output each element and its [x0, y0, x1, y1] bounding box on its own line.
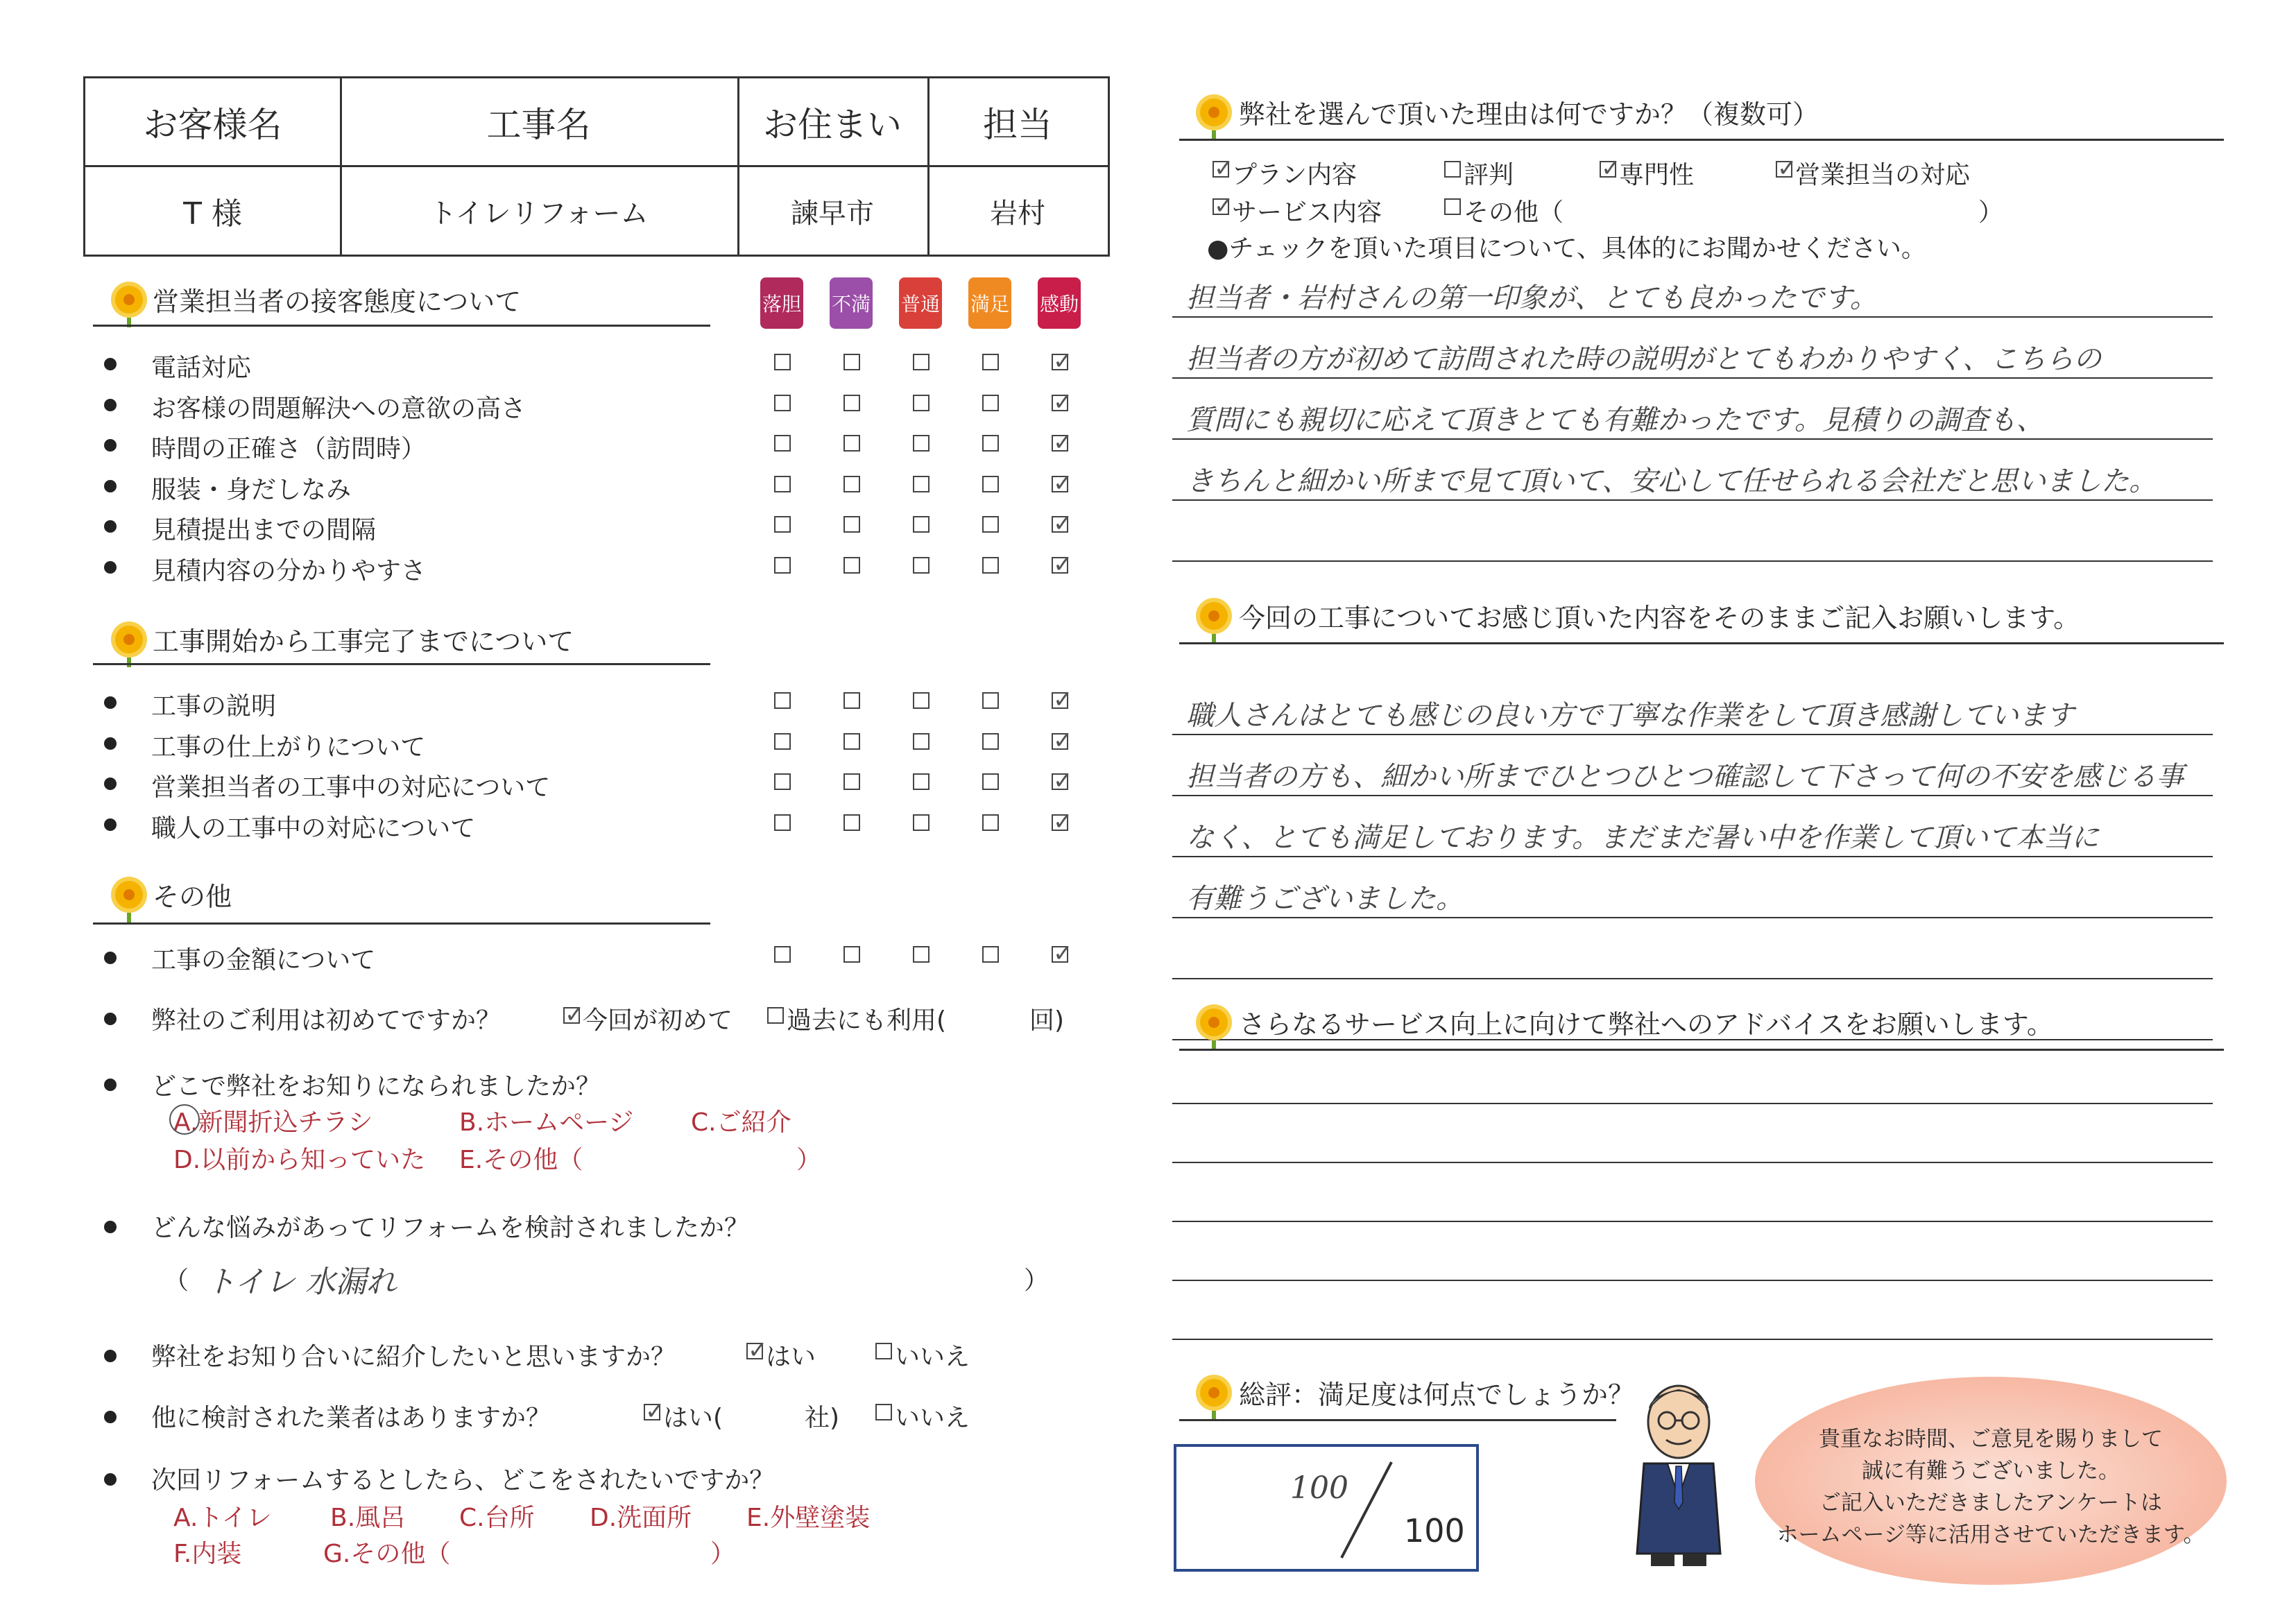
rating-checkbox[interactable] [982, 476, 999, 492]
rating-checkbox[interactable] [982, 773, 999, 790]
reason-reputation-label: 評判 [1464, 161, 1514, 189]
rating-checkbox[interactable] [913, 557, 929, 574]
handwritten-line: きちんと細かい所まで見て頂いて、安心して任せられる会社だと思いました。 [1186, 465, 2157, 497]
past-use-count-suffix: 回) [1029, 1006, 1065, 1035]
refer-no-checkbox[interactable] [875, 1343, 892, 1359]
refer-no-label: いいえ [895, 1343, 970, 1371]
next-option-b: B.風呂 [330, 1504, 406, 1532]
worry-open-paren: （ [164, 1266, 189, 1295]
check-mark-icon: ✓ [1214, 155, 1234, 182]
rating-checkbox[interactable] [774, 435, 791, 452]
rating-checkbox[interactable] [982, 733, 999, 750]
handwritten-line: 担当者の方が初めて訪問された時の説明がとてもわかりやすく、こちらの [1186, 343, 2102, 375]
next-option-a: A.トイレ [173, 1504, 272, 1532]
refer-yes-label: はい [766, 1343, 816, 1371]
question-other-vendors: 他に検討された業者はありますか？ [151, 1404, 551, 1432]
thanks-line: 誠に有難うございました。 [1862, 1459, 2120, 1484]
section-divider [93, 325, 710, 327]
survey-item-label: 見積提出までの間隔 [151, 516, 377, 544]
rating-checkbox[interactable] [843, 354, 860, 370]
bullet [104, 399, 117, 411]
handwritten-line: 担当者・岩村さんの第一印象が、とても良かったです。 [1186, 282, 1878, 314]
rating-checkbox[interactable] [843, 733, 860, 750]
rating-checkbox[interactable] [843, 946, 860, 963]
flower-icon [115, 881, 143, 909]
check-mark-icon: ✓ [1053, 686, 1073, 714]
bullet [104, 480, 117, 492]
other-no-checkbox[interactable] [875, 1404, 892, 1420]
ruled-line [1172, 917, 2213, 918]
header-work-name: 工事名 [486, 104, 591, 145]
other-count-suffix: 社) [805, 1404, 840, 1432]
ruled-line [1172, 978, 2213, 979]
survey-item-label: 職人の工事中の対応について [151, 814, 476, 843]
section-divider [93, 922, 710, 925]
ruled-line [1172, 795, 2213, 796]
rating-checkbox[interactable] [982, 692, 999, 709]
ruled-line [1172, 1339, 2213, 1340]
rating-checkbox[interactable] [774, 557, 791, 574]
reason-other-label: その他（ [1464, 198, 1564, 227]
handwritten-line: 質問にも親切に応えて頂きとても有難かったです。見積りの調査も、 [1186, 404, 2044, 436]
worry-close-paren: ） [1024, 1266, 1050, 1295]
rating-checkbox[interactable] [774, 773, 791, 790]
score-max: 100 [1404, 1512, 1465, 1549]
score-box [1174, 1444, 1479, 1572]
section-divider [1179, 1419, 1616, 1421]
rating-label-disappointed: 落胆 [760, 277, 803, 329]
thanks-line: 貴重なお時間、ご意見を賜りまして [1819, 1427, 2163, 1452]
rating-checkbox[interactable] [913, 733, 929, 750]
survey-item-label: 服装・身だしなみ [151, 475, 352, 504]
thanks-bubble [1755, 1377, 2227, 1585]
value-work-name: トイレリフォーム [429, 197, 649, 230]
question-source: どこで弊社をお知りになられましたか？ [151, 1072, 601, 1101]
ruled-line [1172, 1280, 2213, 1281]
survey-item-label: 営業担当者の工事中の対応について [151, 773, 551, 802]
flower-icon [1200, 98, 1228, 126]
survey-item-label: 見積内容の分かりやすさ [151, 556, 427, 585]
rating-checkbox[interactable] [774, 692, 791, 709]
next-option-c: C.台所 [459, 1504, 535, 1532]
score-value: 100 [1290, 1470, 1348, 1506]
ruled-line [1172, 1221, 2213, 1222]
rating-label-satisfied: 満足 [968, 277, 1011, 329]
rating-checkbox[interactable] [982, 814, 999, 831]
bullet [104, 1411, 117, 1423]
rating-checkbox[interactable] [774, 354, 791, 370]
section-title: 営業担当者の接客態度について [153, 286, 522, 317]
next-option-g-close: ） [710, 1540, 736, 1568]
check-mark-icon: ✓ [1053, 388, 1073, 416]
thanks-line: ホームページ等に活用させていただきます。 [1776, 1522, 2205, 1547]
survey-item-label: 工事の仕上がりについて [151, 732, 426, 762]
reason-reputation-checkbox[interactable] [1444, 161, 1461, 178]
bullet [104, 520, 117, 533]
past-use-option: 過去にも利用( [787, 1006, 947, 1035]
question-worry: どんな悩みがあってリフォームを検討されましたか？ [151, 1214, 749, 1242]
bullet [104, 561, 117, 574]
survey-item-label: 工事の説明 [151, 692, 277, 721]
check-mark-icon: ✓ [1053, 510, 1073, 538]
flower-icon [1200, 602, 1228, 630]
reason-sales-label: 営業担当の対応 [1795, 161, 1971, 189]
check-mark-icon: ✓ [1053, 550, 1073, 578]
rating-label-dissatisfied: 不満 [830, 277, 873, 329]
bullet [104, 696, 117, 709]
section-title: その他 [153, 882, 232, 912]
rating-checkbox[interactable] [982, 557, 999, 574]
flower-stem-icon [127, 658, 131, 667]
rating-checkbox[interactable] [774, 476, 791, 492]
ruled-line [1172, 377, 2213, 379]
check-mark-icon: ✓ [1053, 429, 1073, 456]
reason-service-label: サービス内容 [1232, 198, 1382, 227]
bullet [104, 358, 117, 370]
ruled-line [1172, 734, 2213, 735]
source-option-b: B.ホームページ [459, 1108, 634, 1137]
check-mark-icon: ✓ [1053, 807, 1073, 836]
reason-expertise-label: 専門性 [1619, 161, 1695, 189]
rating-label-normal: 普通 [899, 277, 942, 329]
bullet [104, 818, 117, 831]
mascot-illustration [1623, 1380, 1734, 1571]
rating-checkbox[interactable] [774, 946, 791, 963]
ruled-line [1172, 560, 2213, 562]
value-staff: 岩村 [990, 197, 1045, 230]
worry-answer: トイレ 水漏れ [205, 1264, 397, 1300]
handwritten-line: 職人さんはとても感じの良い方で丁寧な作業をして頂き感謝しています [1186, 700, 2074, 732]
ruled-line [1172, 1103, 2213, 1104]
value-residence: 諫早市 [791, 197, 874, 230]
section-divider [1179, 642, 2224, 644]
rating-checkbox[interactable] [843, 773, 860, 790]
handwritten-line: なく、とても満足しております。まだまだ暑い中を作業して頂いて本当に [1186, 822, 2099, 854]
handwritten-line: 担当者の方も、細かい所までひとつひとつ確認して下さって何の不安を感じる事 [1186, 761, 2184, 793]
flower-icon [115, 626, 143, 653]
rating-checkbox[interactable] [843, 557, 860, 574]
rating-checkbox[interactable] [774, 395, 791, 411]
reason-plan-label: プラン内容 [1232, 161, 1357, 189]
check-mark-icon: ✓ [1053, 469, 1073, 497]
check-mark-icon: ✓ [645, 1398, 665, 1425]
bullet [104, 952, 117, 964]
rating-checkbox[interactable] [774, 516, 791, 533]
section-divider [1179, 139, 2224, 141]
flower-stem-icon [127, 913, 131, 922]
bullet [104, 1221, 117, 1233]
question-first-use: 弊社のご利用は初めてですか？ [151, 1006, 502, 1035]
rating-label-impressed: 感動 [1038, 277, 1081, 329]
ruled-line [1172, 316, 2213, 318]
bullet [104, 1473, 117, 1486]
bullet [104, 737, 117, 750]
rating-checkbox[interactable] [913, 476, 929, 492]
rating-checkbox[interactable] [982, 516, 999, 533]
rating-checkbox[interactable] [843, 814, 860, 831]
other-no-label: いいえ [895, 1404, 970, 1432]
check-mark-icon: ✓ [1053, 767, 1073, 795]
check-mark-icon: ✓ [1053, 940, 1073, 968]
check-mark-icon: ✓ [1601, 155, 1621, 182]
section-title: 工事開始から工事完了までについて [153, 626, 574, 657]
ruled-line [1172, 1162, 2213, 1163]
section-divider [1179, 1049, 2224, 1051]
rating-checkbox[interactable] [913, 773, 929, 790]
reason-other-checkbox[interactable] [1444, 198, 1461, 215]
bullet [104, 439, 117, 452]
source-option-e: E.その他（ [459, 1146, 583, 1174]
ruled-line [1172, 499, 2213, 501]
survey-item-label: お客様の問題解決への意欲の高さ [151, 394, 526, 423]
section-title: 今回の工事についてお感じ頂いた内容をそのままご記入お願いします。 [1239, 603, 2080, 633]
survey-item-label: 時間の正確さ（訪問時） [151, 435, 427, 463]
section-title: さらなるサービス向上に向けて弊社へのアドバイスをお願いします。 [1239, 1009, 2053, 1040]
rating-checkbox[interactable] [843, 435, 860, 452]
reason-note: ●チェックを頂いた項目について、具体的にお聞かせください。 [1207, 234, 1926, 263]
source-option-c: C.ご紹介 [691, 1108, 791, 1137]
rating-checkbox[interactable] [913, 692, 929, 709]
past-use-checkbox[interactable] [767, 1007, 784, 1024]
rating-checkbox[interactable] [913, 395, 929, 411]
customer-info-table [83, 76, 1110, 257]
header-residence: お住まい [763, 104, 902, 145]
header-customer-name: お客様名 [143, 104, 282, 145]
circle-mark-icon [169, 1104, 200, 1135]
rating-checkbox[interactable] [843, 476, 860, 492]
rating-checkbox[interactable] [913, 814, 929, 831]
flower-icon [115, 286, 143, 314]
header-staff: 担当 [983, 104, 1052, 145]
slash-mark-icon [1336, 1458, 1398, 1562]
source-option-a: A.新聞折込チラシ [173, 1108, 373, 1137]
flower-icon [1200, 1008, 1228, 1036]
rating-checkbox[interactable] [982, 395, 999, 411]
rating-checkbox[interactable] [774, 814, 791, 831]
rating-checkbox[interactable] [843, 395, 860, 411]
rating-checkbox[interactable] [774, 733, 791, 750]
check-mark-icon: ✓ [748, 1337, 768, 1364]
ruled-line [1172, 856, 2213, 857]
question-refer: 弊社をお知り合いに紹介したいと思いますか？ [151, 1343, 676, 1371]
next-option-g: G.その他（ [323, 1540, 451, 1568]
section-title: 弊社を選んで頂いた理由は何ですか？（複数可） [1239, 99, 1819, 130]
flower-icon [1200, 1379, 1228, 1407]
handwritten-line: 有難うございました。 [1186, 883, 1464, 915]
source-option-d: D.以前から知っていた [173, 1146, 426, 1174]
check-mark-icon: ✓ [1053, 347, 1073, 375]
bullet [104, 1079, 117, 1091]
survey-item-label: 電話対応 [151, 354, 252, 382]
check-mark-icon: ✓ [565, 1001, 585, 1029]
value-customer-name: T 様 [183, 196, 242, 232]
rating-checkbox[interactable] [843, 516, 860, 533]
check-mark-icon: ✓ [1053, 726, 1073, 755]
next-option-d: D.洗面所 [590, 1504, 692, 1532]
bullet [104, 1350, 117, 1362]
rating-checkbox[interactable] [982, 435, 999, 452]
first-use-option: 今回が初めて [583, 1006, 733, 1035]
rating-checkbox[interactable] [982, 354, 999, 370]
rating-checkbox[interactable] [913, 946, 929, 963]
next-option-f: F.内装 [173, 1540, 242, 1568]
next-option-e: E.外壁塗装 [746, 1504, 871, 1532]
reason-other-close: ） [1978, 198, 2004, 227]
rating-checkbox[interactable] [913, 354, 929, 370]
source-option-e-close: ） [796, 1146, 822, 1174]
question-next-reform: 次回リフォームするとしたら、どこをされたいですか？ [151, 1466, 775, 1495]
rating-checkbox[interactable] [982, 946, 999, 963]
rating-checkbox[interactable] [843, 692, 860, 709]
rating-checkbox[interactable] [913, 435, 929, 452]
check-mark-icon: ✓ [1214, 192, 1234, 220]
bullet [104, 778, 117, 790]
section-title: 総評：満足度は何点でしょうか？ [1239, 1380, 1635, 1410]
check-mark-icon: ✓ [1777, 155, 1797, 182]
other-yes-label: はい( [663, 1404, 723, 1432]
item-price: 工事の金額について [151, 946, 376, 974]
section-divider [93, 663, 710, 665]
thanks-line: ご記入いただきましたアンケートは [1819, 1491, 2163, 1515]
ruled-line [1172, 438, 2213, 440]
rating-checkbox[interactable] [913, 516, 929, 533]
bullet [104, 1013, 117, 1025]
